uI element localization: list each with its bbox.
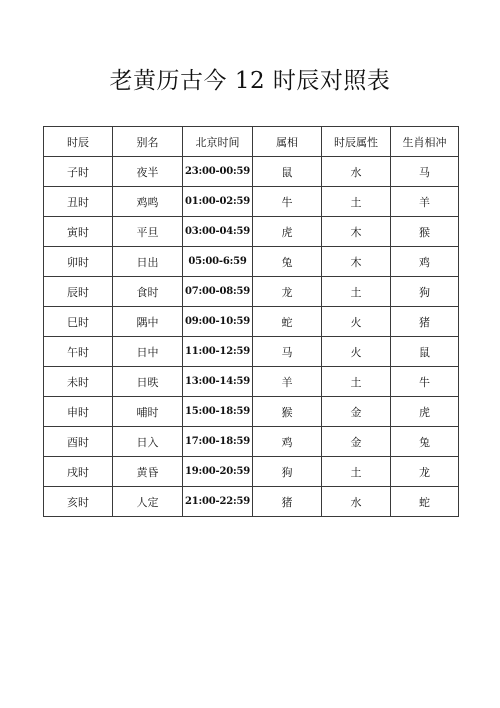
- cell-element: 土: [322, 187, 391, 217]
- table-row: [44, 427, 459, 457]
- page-title: 老黄历古今 12 时辰对照表: [109, 68, 391, 94]
- cell-beijing-time: 23:00-00:59: [183, 157, 253, 187]
- cell-beijing-time: 21:00-22:59: [183, 487, 253, 517]
- cell-zodiac-clash: 马: [391, 157, 459, 187]
- table-row: [44, 397, 459, 427]
- cell-zodiac-clash: 猴: [391, 217, 459, 247]
- cell-zodiac: 兔: [253, 247, 322, 277]
- cell-element: 水: [322, 157, 391, 187]
- table-row: [44, 487, 459, 517]
- cell-shichen: 未时: [44, 367, 113, 397]
- cell-zodiac: 狗: [253, 457, 322, 487]
- cell-zodiac-clash: 兔: [391, 427, 459, 457]
- cell-zodiac-clash: 鸡: [391, 247, 459, 277]
- cell-shichen: 巳时: [44, 307, 113, 337]
- header-alias: 别名: [113, 127, 183, 157]
- table-row: [44, 337, 459, 367]
- table-row: [44, 157, 459, 187]
- header-element: 时辰属性: [322, 127, 391, 157]
- cell-zodiac-clash: 龙: [391, 457, 459, 487]
- cell-alias: 日出: [113, 247, 183, 277]
- cell-alias: 人定: [113, 487, 183, 517]
- cell-alias: 日中: [113, 337, 183, 367]
- table-row: [44, 247, 459, 277]
- cell-beijing-time: 01:00-02:59: [183, 187, 253, 217]
- cell-element: 水: [322, 487, 391, 517]
- header-shichen: 时辰: [44, 127, 113, 157]
- cell-shichen: 子时: [44, 157, 113, 187]
- cell-beijing-time: 15:00-18:59: [183, 397, 253, 427]
- table-row: [44, 307, 459, 337]
- cell-beijing-time: 09:00-10:59: [183, 307, 253, 337]
- cell-element: 土: [322, 277, 391, 307]
- cell-element: 木: [322, 217, 391, 247]
- cell-alias: 夜半: [113, 157, 183, 187]
- cell-alias: 哺时: [113, 397, 183, 427]
- cell-zodiac: 鼠: [253, 157, 322, 187]
- cell-beijing-time: 19:00-20:59: [183, 457, 253, 487]
- table-row: [44, 457, 459, 487]
- cell-alias: 平旦: [113, 217, 183, 247]
- cell-beijing-time: 11:00-12:59: [183, 337, 253, 367]
- cell-zodiac: 鸡: [253, 427, 322, 457]
- cell-beijing-time: 05:00-6:59: [183, 247, 253, 277]
- shichen-table: [43, 126, 459, 517]
- table-row: [44, 367, 459, 397]
- cell-zodiac: 牛: [253, 187, 322, 217]
- cell-shichen: 辰时: [44, 277, 113, 307]
- cell-shichen: 寅时: [44, 217, 113, 247]
- cell-shichen: 丑时: [44, 187, 113, 217]
- cell-zodiac-clash: 鼠: [391, 337, 459, 367]
- cell-shichen: 申时: [44, 397, 113, 427]
- header-zodiac: 属相: [253, 127, 322, 157]
- cell-shichen: 午时: [44, 337, 113, 367]
- cell-shichen: 酉时: [44, 427, 113, 457]
- cell-zodiac-clash: 狗: [391, 277, 459, 307]
- cell-zodiac-clash: 虎: [391, 397, 459, 427]
- cell-zodiac: 猪: [253, 487, 322, 517]
- cell-zodiac-clash: 猪: [391, 307, 459, 337]
- cell-zodiac: 羊: [253, 367, 322, 397]
- cell-beijing-time: 13:00-14:59: [183, 367, 253, 397]
- cell-element: 土: [322, 457, 391, 487]
- cell-zodiac-clash: 羊: [391, 187, 459, 217]
- table-row: [44, 217, 459, 247]
- cell-alias: 隅中: [113, 307, 183, 337]
- cell-alias: 黄昏: [113, 457, 183, 487]
- table-row: [44, 277, 459, 307]
- cell-zodiac-clash: 蛇: [391, 487, 459, 517]
- cell-element: 木: [322, 247, 391, 277]
- cell-shichen: 戌时: [44, 457, 113, 487]
- cell-alias: 日昳: [113, 367, 183, 397]
- table-header-row: [44, 127, 459, 157]
- cell-beijing-time: 03:00-04:59: [183, 217, 253, 247]
- cell-beijing-time: 07:00-08:59: [183, 277, 253, 307]
- cell-element: 金: [322, 397, 391, 427]
- cell-zodiac: 猴: [253, 397, 322, 427]
- cell-element: 火: [322, 307, 391, 337]
- table-row: [44, 187, 459, 217]
- cell-element: 金: [322, 427, 391, 457]
- cell-zodiac: 马: [253, 337, 322, 367]
- cell-zodiac: 蛇: [253, 307, 322, 337]
- cell-alias: 鸡鸣: [113, 187, 183, 217]
- cell-zodiac: 龙: [253, 277, 322, 307]
- cell-shichen: 亥时: [44, 487, 113, 517]
- cell-element: 火: [322, 337, 391, 367]
- cell-beijing-time: 17:00-18:59: [183, 427, 253, 457]
- cell-shichen: 卯时: [44, 247, 113, 277]
- cell-zodiac-clash: 牛: [391, 367, 459, 397]
- cell-element: 土: [322, 367, 391, 397]
- cell-alias: 食时: [113, 277, 183, 307]
- cell-zodiac: 虎: [253, 217, 322, 247]
- cell-alias: 日入: [113, 427, 183, 457]
- header-beijing-time: 北京时间: [183, 127, 253, 157]
- header-zodiac-clash: 生肖相冲: [391, 127, 459, 157]
